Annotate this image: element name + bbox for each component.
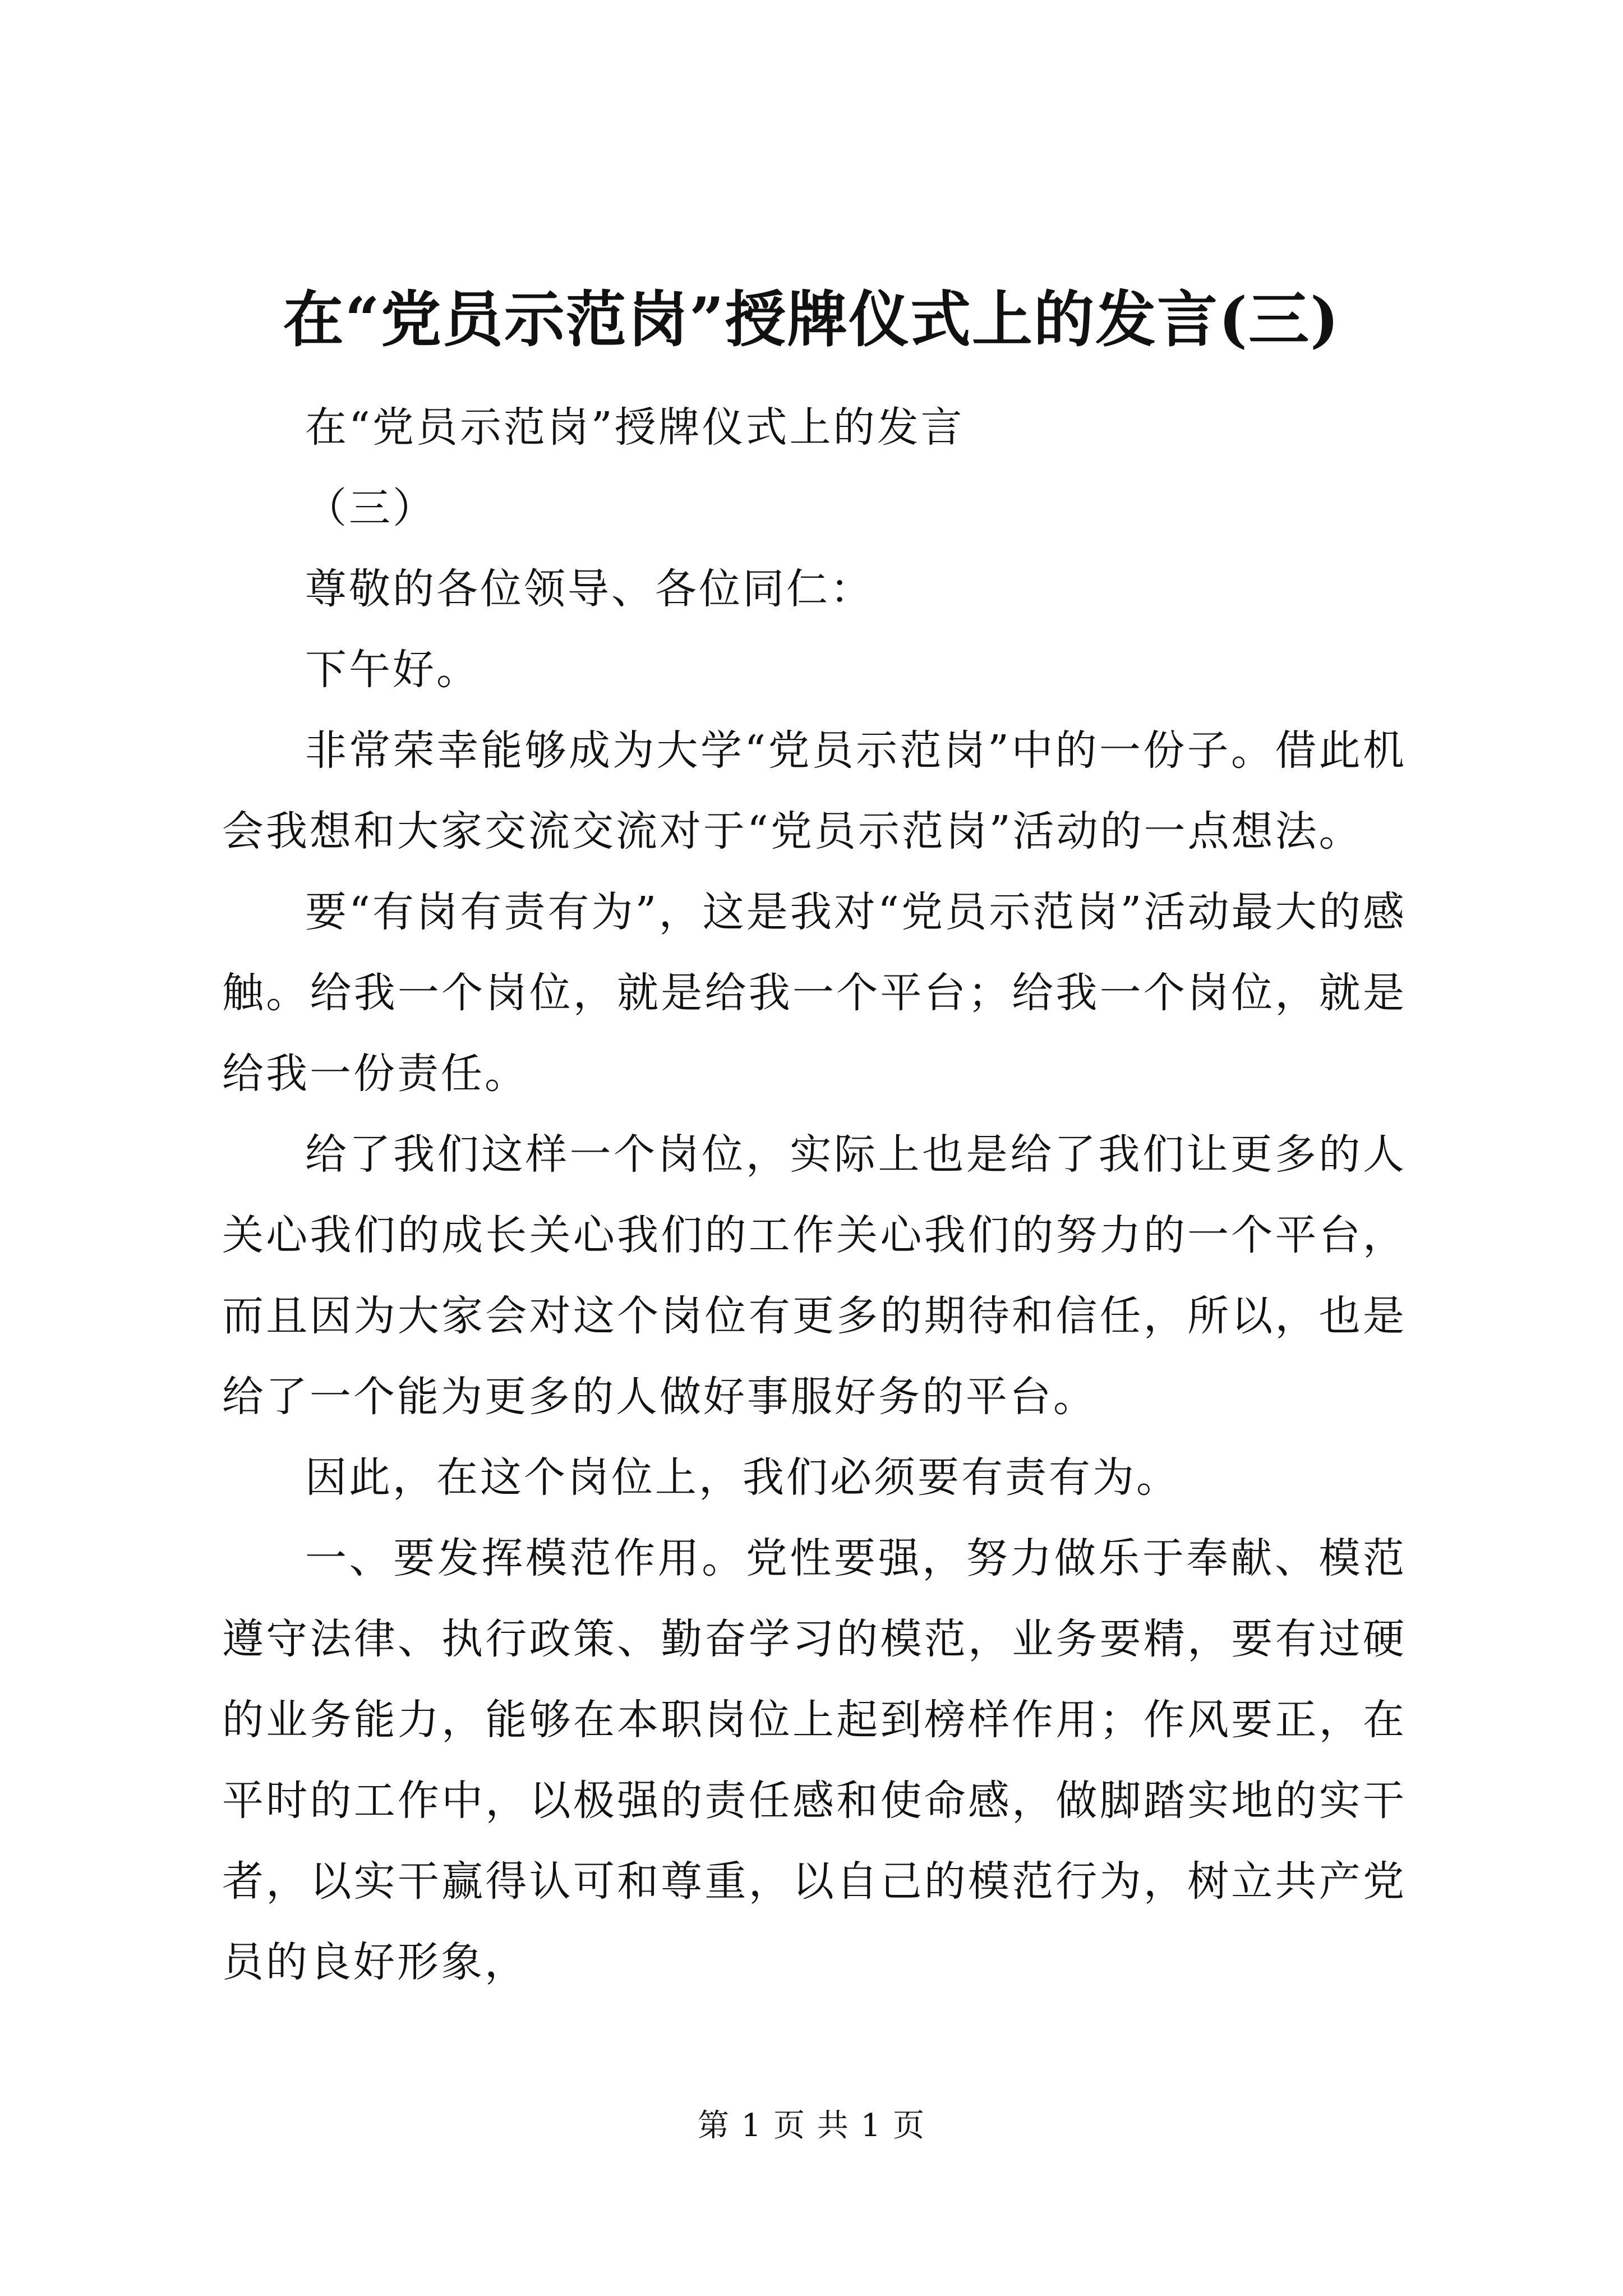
document-body xyxy=(222,387,1407,2003)
paragraph-subtitle: 在“党员示范岗”授牌仪式上的发言 xyxy=(305,403,965,452)
paragraph-part-number: （三） xyxy=(305,484,436,532)
paragraph-body: 给了我们这样一个岗位，实际上也是给了我们让更多的人关心我们的成长关心我们的工作关心我们的努力的一个平台，而且因为大家会对这个岗位有更多的期待和信任，所以，也是给了一个能为更多的人做好事服好务的平台。 xyxy=(222,1130,1407,1421)
document-title: 在“党员示范岗”授牌仪式上的发言(三) xyxy=(283,284,1340,355)
paragraph-salutation: 尊敬的各位领导、各位同仁： xyxy=(305,565,874,613)
paragraph-body: 要“有岗有责有为”，这是我对“党员示范岗”活动最大的感触。给我一个岗位，就是给我一个平台；给我一个岗位，就是给我一份责任。 xyxy=(222,888,1407,1098)
paragraph-body: 因此，在这个岗位上，我们必须要有责有为。 xyxy=(305,1453,1180,1502)
page-footer: 第 1 页 共 1 页 xyxy=(697,2108,926,2144)
paragraph-body: 一、要发挥模范作用。党性要强，努力做乐于奉献、模范遵守法律、执行政策、勤奋学习的模范，业务要精，要有过硬的业务能力，能够在本职岗位上起到榜样作用；作风要正，在平时的工作中，以极强的责任感和使命感，做脚踏实地的实干者，以实干赢得认可和尊重，以自己的模范行为，树立共产党员的良好形象， xyxy=(222,1534,1407,1986)
paragraph-body: 非常荣幸能够成为大学“党员示范岗”中的一份子。借此机会我想和大家交流交流对于“党员示范岗”活动的一点想法。 xyxy=(222,726,1407,855)
paragraph-greeting: 下午好。 xyxy=(305,646,480,694)
